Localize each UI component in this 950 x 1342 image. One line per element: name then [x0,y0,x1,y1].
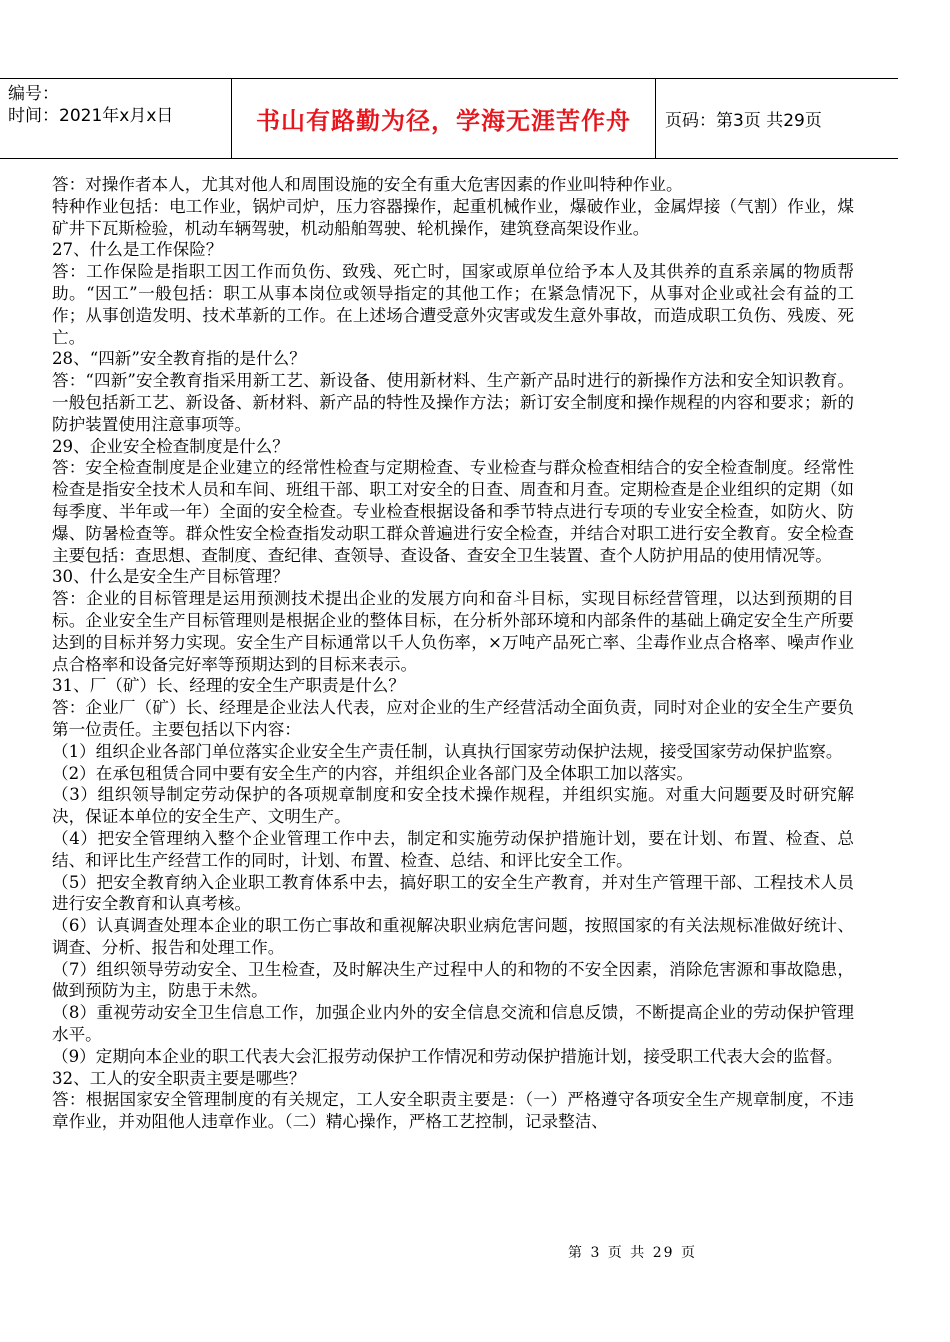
list-item: （5）把安全教育纳入企业职工教育体系中去，搞好职工的安全生产教育，并对生产管理干部、工程技术人员进行安全教育和认真考核。 [52,872,854,914]
paragraph: 答：工作保险是指职工因工作而负伤、致残、死亡时，国家或原单位给予本人及其供养的直系亲属的物质帮助。“因工”一般包括：职工从事本岗位或领导指定的其他工作；在紧急情况下，从事对企业或社会有益的工作；从事创造发明、技术革新的工作。在上述场合遭受意外灾害或发生意外事故，而造成职工负伤、残废、死亡。 [52,262,854,347]
list-item: （8）重视劳动安全卫生信息工作，加强企业内外的安全信息交流和信息反馈，不断提高企业的劳动保护管理水平。 [52,1003,854,1045]
question-heading: 30、什么是安全生产目标管理？ [52,567,289,587]
list-item: （9）定期向本企业的职工代表大会汇报劳动保护工作情况和劳动保护措施计划，接受职工代表大会的监督。 [52,1046,843,1066]
header-page-code [655,79,898,158]
paragraph: 答：根据国家安全管理制度的有关规定，工人安全职责主要是：（一）严格遵守各项安全生产规章制度，不违章作业，并劝阻他人违章作业。（二）精心操作，严格工艺控制，记录整洁、 [52,1090,854,1132]
list-item: （2）在承包租赁合同中要有安全生产的内容，并组织企业各部门及全体职工加以落实。 [52,763,694,783]
question-heading: 32、工人的安全职责主要是哪些？ [52,1068,306,1088]
list-item: （1）组织企业各部门单位落实企业安全生产责任制，认真执行国家劳动保护法规，接受国家劳动保护监察。 [52,741,843,761]
question-heading: 31、厂（矿）长、经理的安全生产职责是什么？ [52,676,405,696]
page-header [0,78,898,159]
question-heading: 28、“四新”安全教育指的是什么？ [52,349,306,369]
header-motto: 书山有路勤为径，学海无涯苦作舟 [231,79,656,158]
list-item: （3）组织领导制定劳动保护的各项规章制度和安全技术操作规程，并组织实施。对重大问题要及时研究解决，保证本单位的安全生产、文明生产。 [52,785,854,827]
page-code-text: 页码：第3页 共29页 [665,111,822,131]
list-item: （4）把安全管理纳入整个企业管理工作中去，制定和实施劳动保护措施计划，要在计划、布置、检查、总结、和评比生产经营工作的同时，计划、布置、检查、总结、和评比安全工作。 [52,828,854,870]
question-heading: 27、什么是工作保险？ [52,240,223,260]
number-label: 编号： [8,84,59,104]
paragraph: 特种作业包括：电工作业，锅炉司炉，压力容器操作，起重机械作业，爆破作业，金属焊接（气割）作业，煤矿井下瓦斯检验，机动车辆驾驶，机动船舶驾驶、轮机操作，建筑登高架设作业。 [52,196,854,238]
page-footer: 第 3 页 共 29 页 [568,1245,697,1261]
paragraph: 答：安全检查制度是企业建立的经常性检查与定期检查、专业检查与群众检查相结合的安全检查制度。经常性检查是指安全技术人员和车间、班组干部、职工对安全的日查、周查和月查。定期检查是企业组织的定期（如每季度、半年或一年）全面的安全检查。专业检查根据设备和季节特点进行专项的专业安全检查，如防火、防爆、防暑检查等。群众性安全检查指发动职工群众普遍进行安全检查，并结合对职工进行安全教育。安全检查主要包括：查思想、查制度、查纪律、查领导、查设备、查安全卫生装置、查个人防护用品的使用情况等。 [52,458,854,565]
paragraph: 答：企业的目标管理是运用预测技术提出企业的发展方向和奋斗目标，实现目标经营管理，以达到预期的目标。企业安全生产目标管理则是根据企业的整体目标，在分析外部环境和内部条件的基础上确定安全生产所要达到的目标并努力实现。安全生产目标通常以千人负伤率，×万吨产品死亡率、尘毒作业点合格率、噪声作业点合格率和设备完好率等预期达到的目标来表示。 [52,589,854,674]
question-heading: 29、企业安全检查制度是什么？ [52,436,289,456]
header-meta [0,79,231,158]
paragraph: 答：企业厂（矿）长、经理是企业法人代表，应对企业的生产经营活动全面负责，同时对企业的安全生产要负第一位责任。主要包括以下内容： [52,698,854,739]
paragraph: 答：“四新”安全教育指采用新工艺、新设备、使用新材料、生产新产品时进行的新操作方法和安全知识教育。一般包括新工艺、新设备、新材料、新产品的特性及操作方法；新订安全制度和操作规程的内容和要求；新的防护装置使用注意事项等。 [52,371,854,434]
document-body [52,174,854,1133]
time-label: 时间：2021年x月x日 [8,106,174,126]
paragraph: 答：对操作者本人，尤其对他人和周围设施的安全有重大危害因素的作业叫特种作业。 [52,175,683,194]
list-item: （6）认真调查处理本企业的职工伤亡事故和重视解决职业病危害问题，按照国家的有关法规标准做好统计、调查、分析、报告和处理工作。 [52,916,854,957]
list-item: （7）组织领导劳动安全、卫生检查，及时解决生产过程中人的和物的不安全因素，消除危害源和事故隐患，做到预防为主，防患于未然。 [52,959,854,1001]
